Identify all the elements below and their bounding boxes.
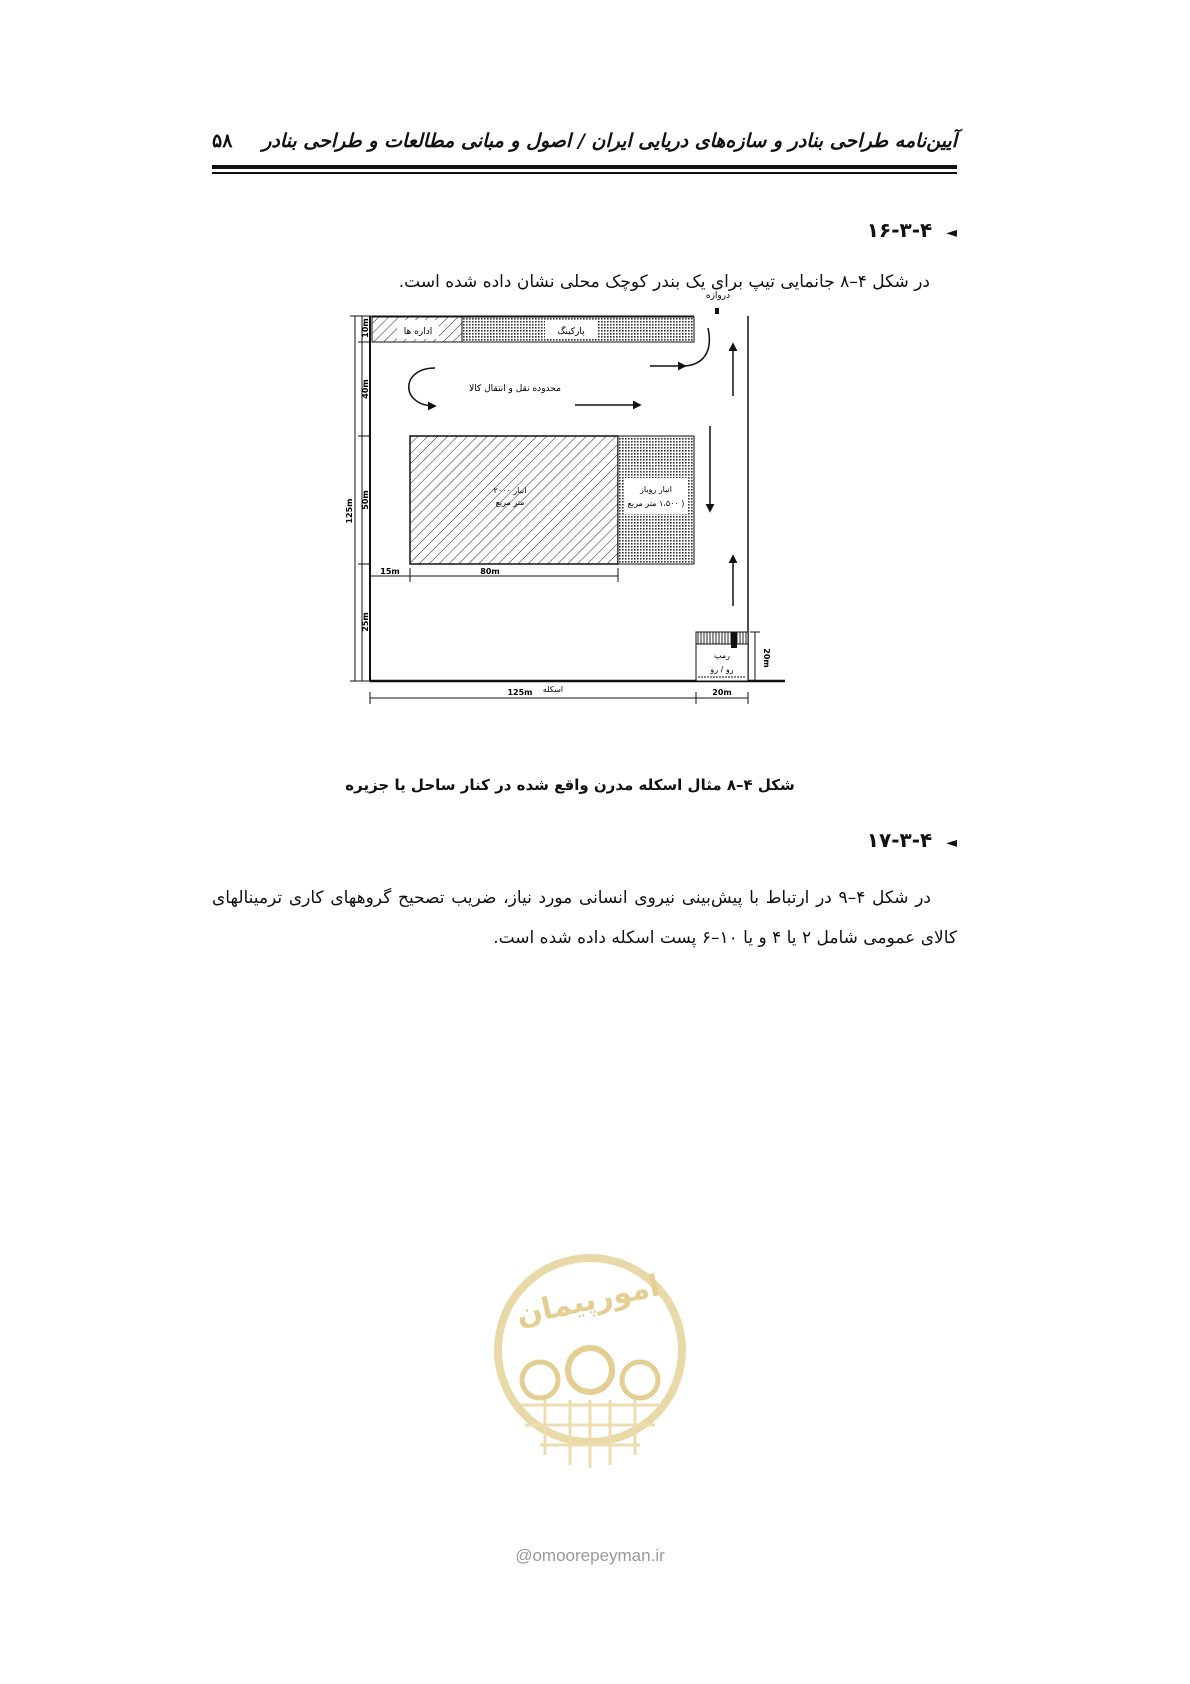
header-rule-thin	[212, 172, 957, 174]
section-number: ۱۷-۳-۴	[866, 828, 933, 852]
ramp-label-line2: رو / رو	[710, 665, 734, 674]
dim-80m: 80m	[480, 567, 500, 576]
section-number: ۱۶-۳-۴	[866, 218, 933, 242]
dim-15m: 15m	[380, 567, 400, 576]
open-storage-label-line1: انبار روباز	[640, 485, 672, 494]
logo-grid	[520, 1400, 660, 1468]
handling-area-label: محدوده نقل و انتقال کالا	[469, 384, 561, 394]
turn-arrow	[409, 368, 435, 406]
watermark-url: @omoorepeyman.ir	[515, 1546, 665, 1565]
header-rule-thick	[212, 165, 957, 169]
wharf-label: اسکله	[542, 685, 564, 694]
warehouse-label-line2: متر مربع	[495, 498, 525, 507]
paragraph-2: در شکل ۴–۹ در ارتباط با پیش‌بینی نیروی انسانی مورد نیاز، ضریب تصحیح گروههای کاری ترمینالهای کالای عمومی شامل ۲ یا ۴ و یا ۱۰–۶ پست اسکله داده شده است.	[212, 888, 957, 948]
figure-caption: شکل ۴–۸ مثال اسکله مدرن واقع شده در کنار ساحل یا جزیره	[345, 776, 795, 794]
dim-125m-horizontal: 125m	[507, 688, 533, 697]
bullet-icon: ◄	[946, 225, 957, 241]
dim-25m: 25m	[361, 612, 370, 632]
ramp-label-line1: رمپ	[713, 651, 731, 660]
ramp-hatch	[696, 632, 748, 644]
bullet-icon: ◄	[946, 835, 957, 851]
gate-icon	[715, 308, 719, 314]
watermark-logo	[490, 1200, 730, 1500]
header-title: آیین‌نامه طراحی بنادر و سازه‌های دریایی ایران / اصول و مبانی مطالعات و طراحی بنادر	[262, 130, 957, 152]
parking-label: پارکینگ	[557, 327, 585, 337]
open-storage-label-line2: ( ۱،۵۰۰ متر مربع	[627, 499, 685, 508]
gate-label: دروازه	[705, 291, 731, 301]
dim-125m-vertical: 125m	[345, 498, 354, 524]
logo-text: امورپیمان	[513, 1268, 663, 1333]
scales-icon	[522, 1362, 558, 1398]
dim-50m: 50m	[361, 490, 370, 510]
dim-40m: 40m	[361, 379, 370, 399]
page-number: ۵۸	[212, 130, 233, 152]
offices-label: اداره ها	[403, 327, 433, 337]
warehouse-label-line1: انبار ۲۰۰۰	[493, 486, 527, 495]
paragraph-1: در شکل ۴–۸ جانمایی تیپ برای یک بندر کوچک محلی نشان داده شده است.	[398, 272, 930, 292]
section-heading-16	[867, 218, 957, 242]
port-layout-figure	[340, 291, 840, 766]
open-storage-label-bg	[625, 478, 687, 514]
dim-10m: 10m	[361, 318, 370, 338]
ramp-marker	[731, 632, 737, 648]
section-heading-17	[867, 828, 957, 852]
running-header	[212, 120, 957, 160]
dim-20m-horizontal: 20m	[712, 688, 732, 697]
dim-20m-vertical: 20m	[762, 648, 771, 668]
excavator-icon	[622, 1362, 658, 1398]
gear-icon	[568, 1348, 612, 1392]
